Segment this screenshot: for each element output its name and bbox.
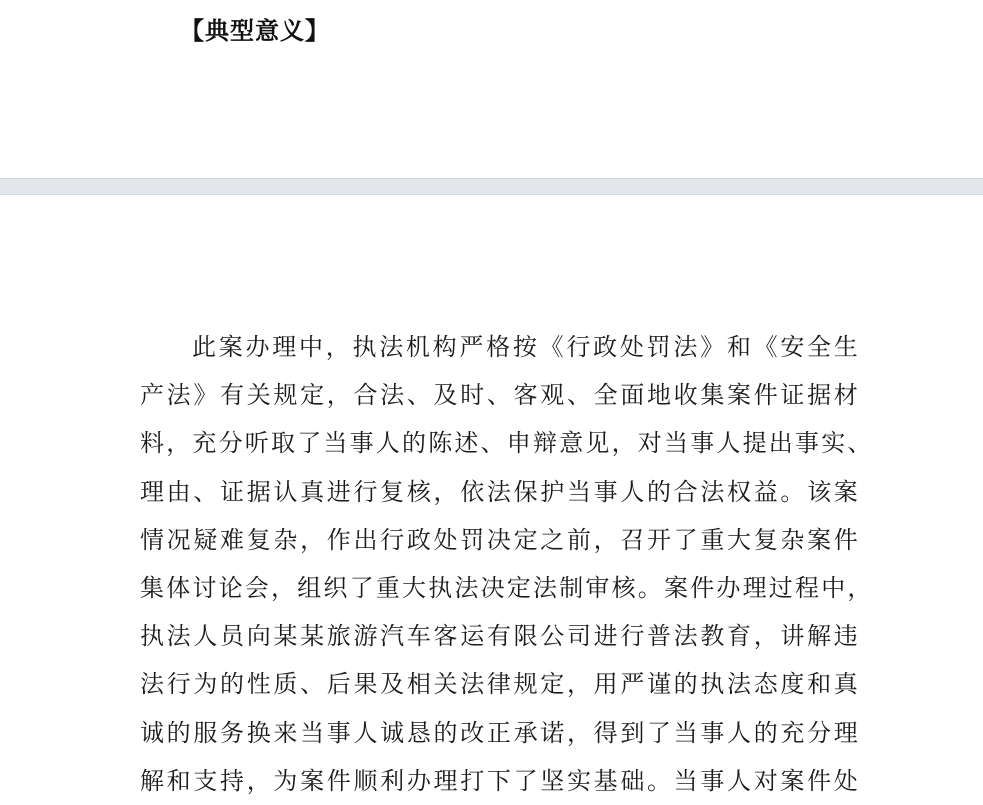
paragraph-line: 此案办理中，执法机构严格按《行政处罚法》和《安全生 <box>192 333 860 361</box>
document-page-upper <box>0 0 983 178</box>
paragraph-line: 解和支持，为案件顺利办理打下了坚实基础。当事人对案件处 <box>140 766 860 795</box>
paragraph-line: 产法》有关规定，合法、及时、客观、全面地收集案件证据材 <box>140 381 860 410</box>
paragraph-line: 法行为的性质、后果及相关法律规定，用严谨的执法态度和真 <box>140 670 860 699</box>
paragraph-line: 执法人员向某某旅游汽车客运有限公司进行普法教育，讲解违 <box>140 622 860 651</box>
page-separator <box>0 178 983 195</box>
paragraph-line: 理由、证据认真进行复核，依法保护当事人的合法权益。该案 <box>140 477 860 506</box>
paragraph-line: 情况疑难复杂，作出行政处罚决定之前，召开了重大复杂案件 <box>140 525 860 554</box>
paragraph-line: 诚的服务换来当事人诚恳的改正承诺，得到了当事人的充分理 <box>140 718 860 747</box>
paragraph-line: 集体讨论会，组织了重大执法决定法制审核。案件办理过程中， <box>140 574 874 603</box>
paragraph-line: 料，充分听取了当事人的陈述、申辩意见，对当事人提出事实、 <box>140 429 874 458</box>
section-heading: 【典型意义】 <box>180 17 330 45</box>
body-paragraph <box>140 323 874 805</box>
